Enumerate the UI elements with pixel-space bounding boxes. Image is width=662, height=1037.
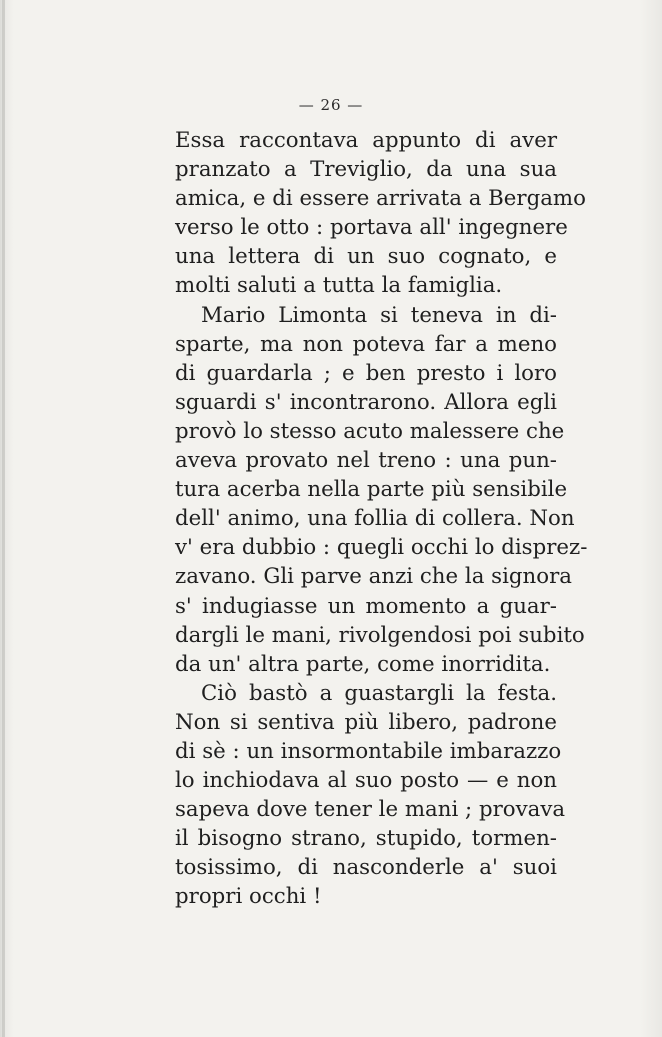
text-line: dell' animo, una follia di collera. Non (175, 506, 575, 532)
text-line: tura acerba nella parte più sensibile (175, 477, 568, 503)
text-line: di sè : un insormontabile imbarazzo (175, 738, 562, 764)
text-line: sparte, ma non poteva far a meno (175, 331, 557, 357)
text-line: sapeva dove tener le mani ; provava (175, 797, 566, 823)
text-line: una lettera di un suo cognato, e (175, 244, 557, 270)
text-line: di guardarla ; e ben presto i loro (175, 360, 557, 386)
text-line: amica, e di essere arrivata a Bergamo (175, 186, 586, 212)
text-line: da un' altra parte, come inorridita. (175, 651, 551, 677)
page-gutter-shadow (2, 0, 5, 1037)
text-line: verso le otto : portava all' ingegnere (175, 215, 568, 241)
text-line: Ciò bastò a guastargli la festa. (201, 680, 557, 706)
text-line: il bisogno strano, stupido, tormen- (175, 826, 557, 852)
text-line: Essa raccontava appunto di aver (175, 128, 557, 153)
text-line: sguardi s' incontrarono. Allora egli (175, 389, 557, 415)
text-line: pranzato a Treviglio, da una sua (175, 157, 557, 183)
text-line: Non si sentiva più libero, padrone (175, 709, 557, 735)
text-line: molti saluti a tutta la famiglia. (175, 273, 503, 299)
text-line: v' era dubbio : quegli occhi lo disprez- (175, 535, 588, 561)
text-line: Mario Limonta si teneva in di- (201, 302, 557, 328)
text-line: tosissimo, di nasconderle a' suoi (175, 855, 557, 881)
text-line: dargli le mani, rivolgendosi poi subito (175, 622, 585, 648)
text-line: s' indugiasse un momento a guar- (175, 593, 557, 619)
text-line: zavano. Gli parve anzi che la signora (175, 564, 572, 590)
text-line: propri occhi ! (175, 884, 322, 910)
text-line: aveva provato nel treno : una pun- (175, 448, 557, 474)
body-text (175, 126, 588, 912)
page-number: — 26 — (298, 96, 364, 114)
text-line: provò lo stesso acuto malessere che (175, 418, 565, 444)
text-line: lo inchiodava al suo posto — e non (175, 768, 557, 794)
